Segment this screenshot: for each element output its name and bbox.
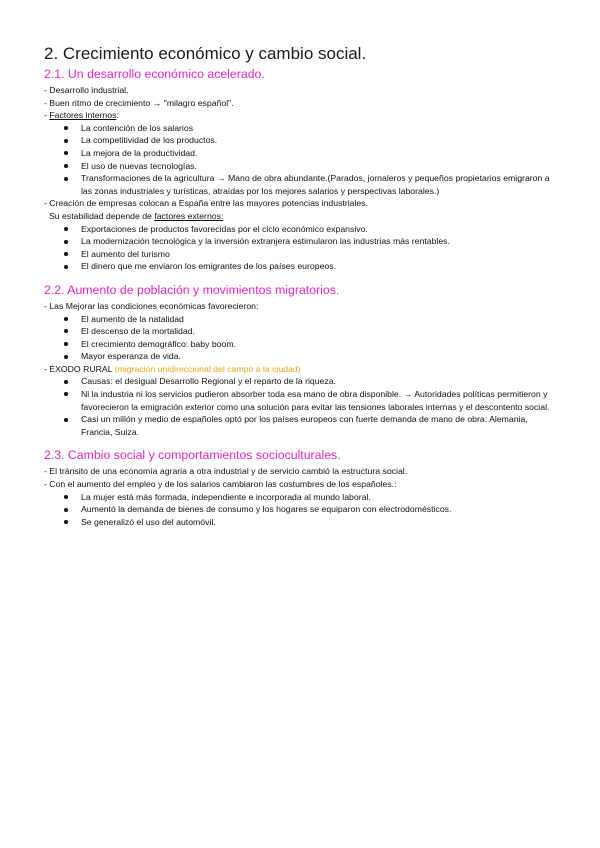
list-item: Casi un millón y medio de españoles optó por los países europeos con fuerte demanda de mano de obra: Alemania, Francia, Suiza. [44,413,560,438]
section-heading-2-2: 2.2. Aumento de población y movimientos migratorios. [44,282,340,297]
list-item: Ni la industria ni los servicios pudieron absorber toda esa mano de obra disponible. → Autoridades políticas permitieron y favorecieron la emigración exterior como una solución para evitar las tensiones laborales internas y el descontento social. [44,388,560,413]
external-factors-label: factores externos: [154,210,224,221]
list-item: El aumento de la natalidad [44,313,560,326]
external-factors-line [44,210,560,223]
text-line: - Desarrollo industrial. [44,85,129,95]
text-line: - Creación de empresas colocan a España entre las mayores potencias industriales. [44,198,369,209]
text-line: - El tránsito de una economía agraria a otra industrial y de servicio cambió la estructura social. [44,466,408,477]
list-item: Aumentó la demanda de bienes de consumo y los hogares se equiparon con electrodomésticos. [44,503,560,516]
list-item: Se generalizó el uso del automóvil. [44,516,560,529]
section-heading-2-1: 2.1. Un desarrollo económico acelerado. [44,67,265,81]
social-change-list [44,491,560,529]
internal-factors-label: Factores internos [49,110,117,121]
demographic-list [44,313,560,363]
list-item: El descenso de la mortalidad. [44,325,560,338]
line-suffix: : [116,110,119,121]
exodo-rural-list [44,375,560,438]
line-prefix: - [44,110,50,121]
list-item: El crecimiento demográfico: baby boom. [44,338,560,351]
internal-factors-line [44,109,560,122]
list-item: La contención de los salarios [44,122,560,135]
text-line: - Con el aumento del empleo y de los salarios cambiaron las costumbres de los españoles.: [44,479,397,490]
text-line: - Buen ritmo de crecimiento → "milagro español". [44,97,234,108]
list-item: La mujer está más formada, independiente e incorporada al mundo laboral. [44,491,560,504]
line-prefix: Su estabilidad depende de [49,210,155,221]
internal-factors-list [44,122,560,198]
exodo-rural-note: (migración unidireccional del campo a la ciudad) [114,363,301,374]
list-item: El dinero que me enviaron los emigrantes de los países europeos. [44,260,560,273]
list-item: Mayor esperanza de vida. [44,350,560,363]
document-title: 2. Crecimiento económico y cambio social. [44,44,367,63]
external-factors-list [44,223,560,273]
list-item: Transformaciones de la agricultura → Mano de obra abundante.(Parados, jornaleros y pequeños propietarios emigraron a las zonas industriales y turísticas, atraídas por los mejores salarios y perspectivas laborales.) [44,172,560,197]
section-heading-2-3: 2.3. Cambio social y comportamientos socioculturales. [44,448,341,463]
list-item: Exportaciones de productos favorecidas por el ciclo económico expansivo. [44,223,560,236]
list-item: La competitividad de los productos. [44,134,560,147]
list-item: La mejora de la productividad. [44,147,560,160]
list-item: La modernización tecnológica y la inversión extranjera estimularon las industrias más rentables. [44,235,560,248]
list-item: Causas: el desigual Desarrollo Regional y el reparto de la riqueza. [44,375,560,388]
text-line: - Las Mejorar las condiciones económicas favorecieron: [44,300,259,311]
exodo-rural-label: - ÉXODO RURAL [44,363,113,374]
list-item: El aumento del turismo [44,248,560,261]
list-item: El uso de nuevas tecnologías. [44,160,560,173]
exodo-rural-line [44,363,560,376]
